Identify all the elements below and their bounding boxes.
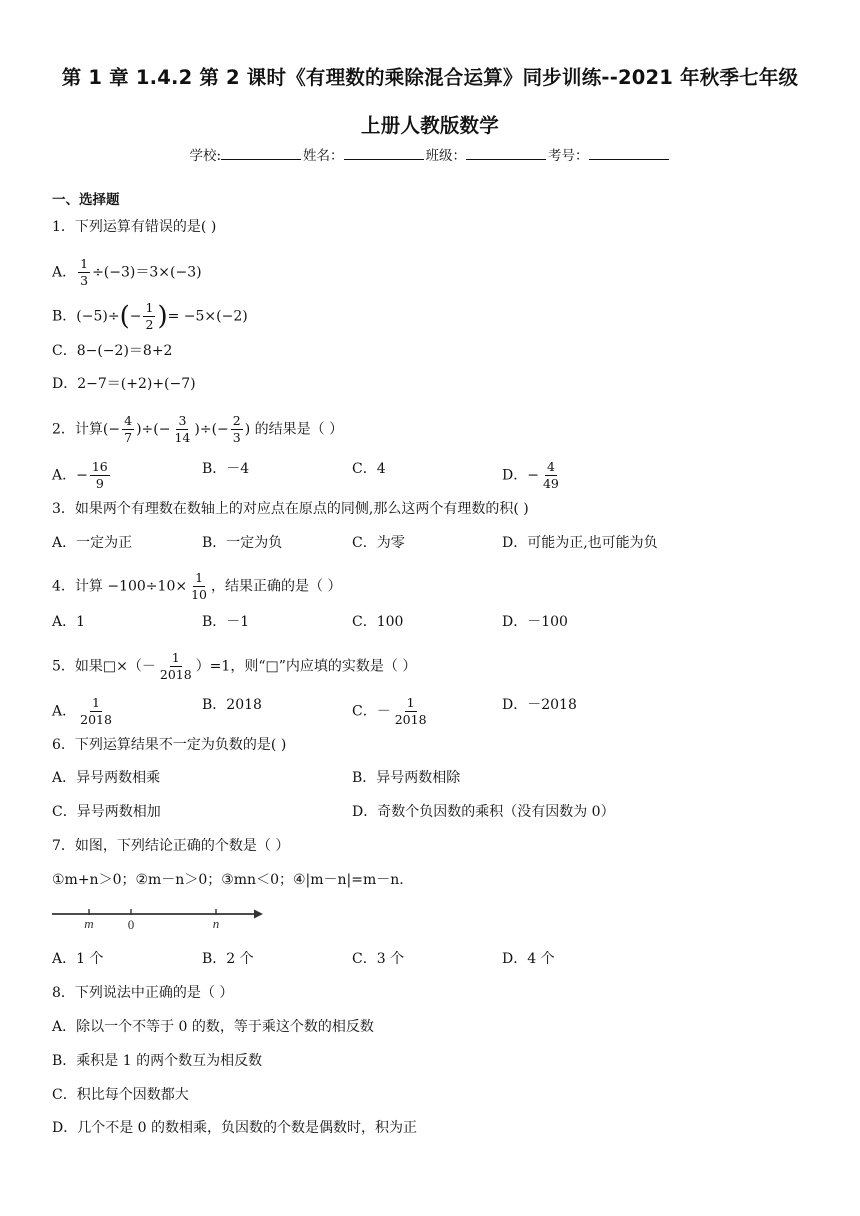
q8-option-b: B．乘积是 1 的两个数互为相反数: [52, 1053, 263, 1069]
q2-option-b: B．－4: [202, 461, 250, 477]
school-label: 学校:: [189, 148, 222, 164]
q6-stem: 6．下列运算结果不一定为负数的是( ): [52, 737, 287, 753]
q7-conditions: ①m+n＞0；②m－n＞0；③mn＜0；④|m－n|=m－n.: [52, 872, 404, 888]
q2-option-c: C．4: [352, 461, 386, 477]
q5-option-b: B．2018: [202, 697, 262, 713]
name-blank[interactable]: [344, 147, 424, 160]
fraction: $\frac{1}{2018}$: [394, 695, 427, 727]
fraction: $\frac{1}{2}$: [145, 300, 154, 332]
fraction: $\frac{2}{3}$: [232, 413, 241, 445]
axis-label-m: m: [84, 916, 94, 931]
q7-option-a: A．1 个: [52, 951, 104, 967]
q1-option-c: C．8−(−2)＝8+2: [52, 343, 173, 359]
q1-option-d: D．2−7＝(+2)+(−7): [52, 376, 196, 392]
axis-label-n: n: [212, 916, 220, 931]
fraction: $\frac{1}{3}$: [80, 256, 89, 288]
q1-option-a: A． $\frac{1}{3}$ ÷(−3)＝3×(−3): [52, 256, 202, 288]
q8-option-a: A．除以一个不等于 0 的数，等于乘这个数的相反数: [52, 1019, 374, 1035]
q7-option-b: B．2 个: [202, 951, 254, 967]
q4-stem: 4．计算 −100÷10× $\frac{1}{10}$ ，结果正确的是（ ）: [52, 570, 342, 602]
axis-label-0: 0: [127, 917, 135, 932]
q6-option-c: C．异号两数相加: [52, 804, 161, 820]
fraction: $\frac{16}{9}$: [91, 459, 108, 491]
q1-option-b: B．(−5)÷(− $\frac{1}{2}$ )= −5×(−2): [52, 300, 248, 332]
name-label: 姓名：: [303, 148, 344, 164]
q4-option-a: A．1: [52, 614, 86, 630]
q3-option-b: B．一定为负: [202, 535, 283, 551]
class-blank[interactable]: [466, 147, 546, 160]
q3-option-d: D．可能为正,也可能为负: [502, 535, 658, 551]
q5-option-d: D．－2018: [502, 697, 577, 713]
number-label: 考号：: [548, 148, 589, 164]
q8-stem: 8．下列说法中正确的是（ ）: [52, 985, 234, 1001]
school-blank[interactable]: [221, 147, 301, 160]
q3-option-a: A．一定为正: [52, 535, 133, 551]
q5-option-c: C．－ $\frac{1}{2018}$: [352, 695, 427, 727]
q6-option-b: B．异号两数相除: [352, 770, 461, 786]
q3-option-c: C．为零: [352, 535, 405, 551]
number-blank[interactable]: [589, 147, 669, 160]
q5-stem: 5．如果□×（－ $\frac{1}{2018}$ ）=1，则“□”内应填的实数是（ ）: [52, 650, 417, 682]
number-line-figure: [52, 906, 267, 932]
fraction: $\frac{1}{2018}$: [80, 695, 112, 727]
section-heading: 一、选择题: [52, 192, 120, 208]
class-label: 班级：: [425, 148, 467, 164]
title-line-2: 上册人教版数学: [361, 114, 499, 137]
q4-option-d: D．－100: [502, 614, 568, 630]
student-info: [0, 144, 860, 164]
fraction: $\frac{1}{10}$: [191, 570, 207, 602]
q7-option-d: D．4 个: [502, 951, 555, 967]
q6-option-d: D．奇数个负因数的乘积（没有因数为 0）: [352, 804, 615, 820]
q3-stem: 3．如果两个有理数在数轴上的对应点在原点的同侧,那么这两个有理数的积( ): [52, 501, 529, 517]
fraction: $\frac{4}{49}$: [542, 459, 559, 491]
fraction: $\frac{4}{7}$: [124, 413, 133, 445]
q8-option-d: D．几个不是 0 的数相乘，负因数的个数是偶数时，积为正: [52, 1120, 418, 1136]
fraction: $\frac{3}{14}$: [174, 413, 191, 445]
q2-option-a: A．− $\frac{16}{9}$: [52, 459, 108, 491]
arrow-head-icon: [254, 910, 263, 919]
q4-option-c: C．100: [352, 614, 404, 630]
q7-option-c: C．3 个: [352, 951, 405, 967]
q2-option-d: D．− $\frac{4}{49}$: [502, 459, 559, 491]
q7-stem: 7．如图，下列结论正确的个数是（ ）: [52, 838, 290, 854]
q2-stem: 2．计算(− $\frac{4}{7}$ )÷(− $\frac{3}{14}$ )÷(− $\frac{2}{3}$ ) 的结果是（ ）: [52, 413, 344, 445]
q6-option-a: A．异号两数相乘: [52, 770, 161, 786]
q1-stem: 1．下列运算有错误的是( ): [52, 219, 217, 235]
title-line-1: 第 1 章 1.4.2 第 2 课时《有理数的乘除混合运算》同步训练--2021 年秋季七年级: [61, 66, 799, 89]
q8-option-c: C．积比每个因数都大: [52, 1087, 189, 1103]
fraction: $\frac{1}{2018}$: [159, 650, 192, 682]
q4-option-b: B．－1: [202, 614, 250, 630]
q5-option-a: A． $\frac{1}{2018}$: [52, 695, 112, 727]
